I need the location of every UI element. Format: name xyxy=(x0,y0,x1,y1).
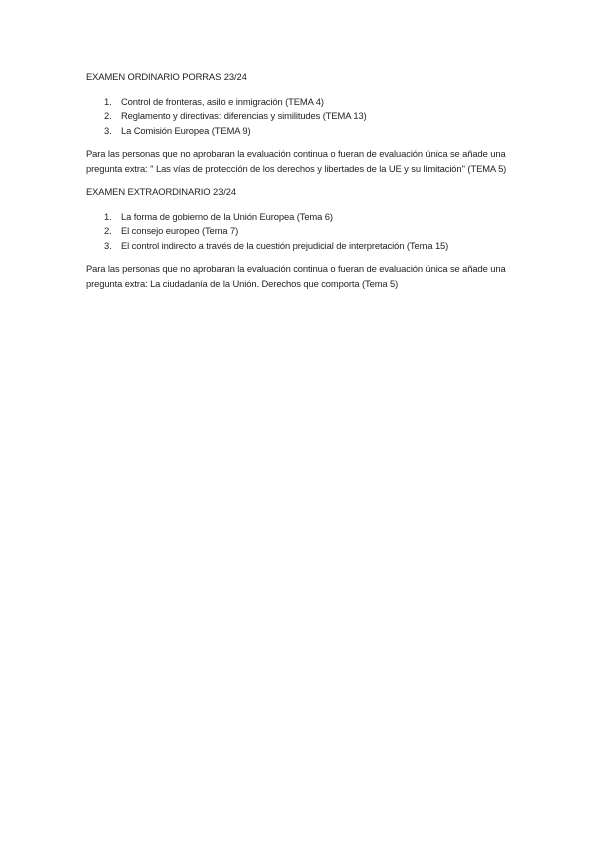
extraordinario-extra-question-note: Para las personas que no aprobaran la evaluación continua o fueran de evaluación única se añade una pregunta extra: La ciudadanía de la Unión. Derechos que comporta (Tema 5) xyxy=(86,263,506,289)
ordinario-extra-question-note: Para las personas que no aprobaran la evaluación continua o fueran de evaluación única se añade una pregunta extra: '' Las vías de protección de los derechos y libertades de la UE y su limitación'' (TEMA 5) xyxy=(86,148,507,174)
list-item-text: Reglamento y directivas: diferencias y similitudes (TEMA 13) xyxy=(121,110,367,121)
list-item-number: 3. xyxy=(104,239,112,251)
list-item xyxy=(86,210,526,225)
list-item-text: El control indirecto a través de la cuestión prejudicial de interpretación (Tema 15) xyxy=(121,239,449,251)
list-item-number: 2. xyxy=(104,110,112,121)
list-item-text: Control de fronteras, asilo e inmigración (TEMA 4) xyxy=(121,95,324,107)
list-item-number: 3. xyxy=(104,124,112,136)
ordinario-heading: EXAMEN ORDINARIO PORRAS 23/24 xyxy=(86,71,247,82)
document-body xyxy=(86,70,526,300)
extraordinario-heading: EXAMEN EXTRAORDINARIO 23/24 xyxy=(86,186,236,197)
list-item-text: La forma de gobierno de la Unión Europea (Tema 6) xyxy=(121,210,333,222)
list-item xyxy=(86,109,526,124)
list-item xyxy=(86,224,526,239)
ordinario-list xyxy=(86,95,526,139)
list-item-text: El consejo europeo (Tema 7) xyxy=(121,225,239,236)
list-item xyxy=(86,239,526,254)
list-item xyxy=(86,124,526,139)
list-item-text: La Comisión Europea (TEMA 9) xyxy=(121,124,251,136)
list-item-number: 1. xyxy=(104,95,112,107)
extraordinario-list xyxy=(86,210,526,254)
list-item-number: 2. xyxy=(104,225,112,236)
list-item xyxy=(86,95,526,110)
list-item-number: 1. xyxy=(104,210,112,222)
